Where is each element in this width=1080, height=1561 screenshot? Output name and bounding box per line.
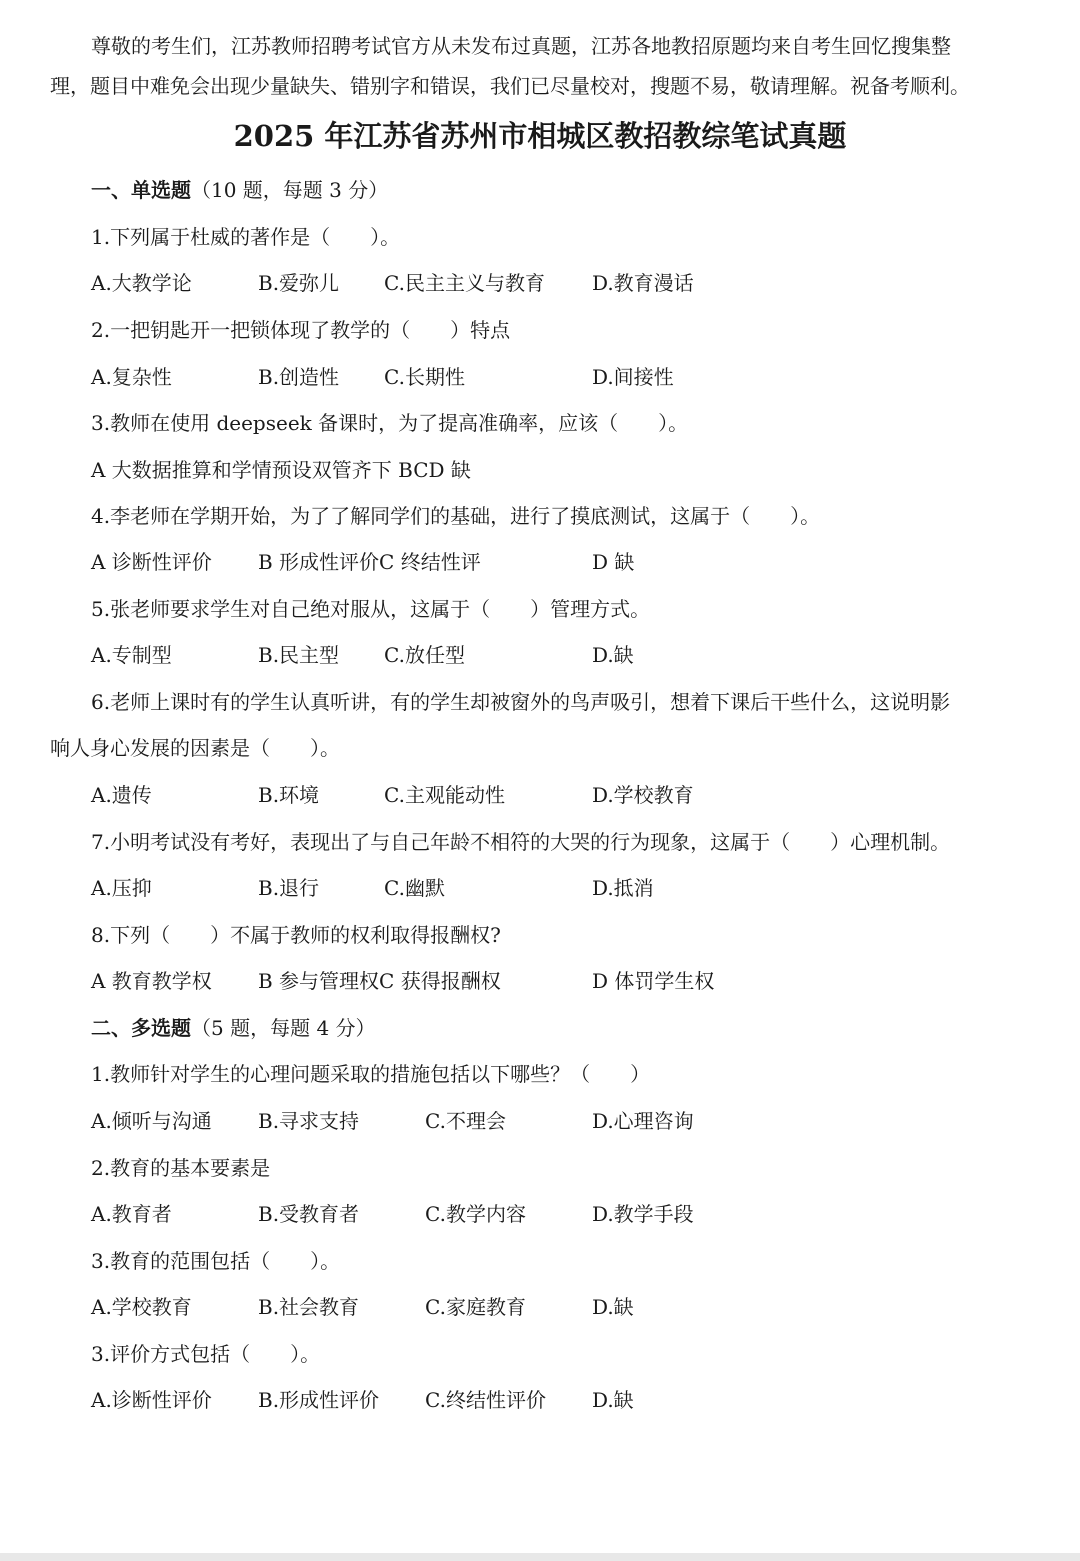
option: B.民主型: [258, 643, 340, 667]
option: B.形成性评价: [258, 1388, 380, 1412]
option: B 形成性评价C 终结性评: [258, 550, 481, 574]
option: A.教育者: [91, 1202, 172, 1226]
option: D.缺: [592, 1388, 634, 1412]
question: 3.评价方式包括（ ）。: [91, 1342, 321, 1366]
option: B.社会教育: [258, 1295, 360, 1319]
option: D.心理咨询: [592, 1109, 694, 1133]
option: C.不理会: [425, 1109, 506, 1133]
question: 1.教师针对学生的心理问题采取的措施包括以下哪些？（ ）: [91, 1062, 651, 1086]
option: C.教学内容: [425, 1202, 526, 1226]
option: C.长期性: [384, 365, 465, 389]
option: A.遗传: [91, 783, 152, 807]
option: A 教育教学权: [91, 969, 212, 993]
question: 7.小明考试没有考好，表现出了与自己年龄不相符的大哭的行为现象，这属于（ ）心理机制。: [91, 830, 951, 854]
question: 4.李老师在学期开始，为了了解同学们的基础，进行了摸底测试，这属于（ ）。: [91, 504, 821, 528]
section-1-title: 一、单选题: [91, 178, 191, 202]
option: C.民主主义与教育: [384, 271, 545, 295]
option: D 缺: [592, 550, 635, 574]
option: D.缺: [592, 1295, 634, 1319]
option: A.大教学论: [91, 271, 192, 295]
question: 2.教育的基本要素是: [91, 1156, 271, 1180]
option: B.退行: [258, 876, 320, 900]
option: B.受教育者: [258, 1202, 360, 1226]
question: 5.张老师要求学生对自己绝对服从，这属于（ ）管理方式。: [91, 597, 651, 621]
option: D 体罚学生权: [592, 969, 715, 993]
page-title: 2025 年江苏省苏州市相城区教招教综笔试真题: [233, 119, 847, 153]
option: D.间接性: [592, 365, 674, 389]
question: 1.下列属于杜威的著作是（ ）。: [91, 225, 401, 249]
option: B.爱弥儿: [258, 271, 340, 295]
question: 3.教育的范围包括（ ）。: [91, 1249, 341, 1273]
section-2-title: 二、多选题: [91, 1016, 191, 1040]
option: B 参与管理权C 获得报酬权: [258, 969, 501, 993]
question: 8.下列（ ）不属于教师的权利取得报酬权?: [91, 923, 501, 947]
question: 6.老师上课时有的学生认真听讲，有的学生却被窗外的鸟声吸引，想着下课后干些什么，这说明影: [91, 690, 951, 714]
option: A.专制型: [91, 643, 172, 667]
option: A.倾听与沟通: [91, 1109, 212, 1133]
option: B.环境: [258, 783, 320, 807]
option: C.放任型: [384, 643, 465, 667]
option: D.学校教育: [592, 783, 694, 807]
option: D.教学手段: [592, 1202, 694, 1226]
section-2-note: （5 题，每题 4 分）: [191, 1016, 376, 1040]
section-1-heading: [91, 177, 388, 203]
option: B.创造性: [258, 365, 340, 389]
option: A 大数据推算和学情预设双管齐下 BCD 缺: [91, 458, 471, 482]
option: D.抵消: [592, 876, 654, 900]
option: A.学校教育: [91, 1295, 192, 1319]
page-bottom-edge: [0, 1553, 1080, 1561]
option: A.诊断性评价: [91, 1388, 212, 1412]
option: C.幽默: [384, 876, 445, 900]
option: C.主观能动性: [384, 783, 505, 807]
option: B.寻求支持: [258, 1109, 360, 1133]
notice-line-2: 理，题目中难免会出现少量缺失、错别字和错误，我们已尽量校对，搜题不易，敬请理解。祝备考顺利。: [50, 74, 970, 98]
section-1-note: （10 题，每题 3 分）: [191, 178, 389, 202]
option: A 诊断性评价: [91, 550, 212, 574]
option: C.家庭教育: [425, 1295, 526, 1319]
question: 2.一把钥匙开一把锁体现了教学的（ ）特点: [91, 318, 511, 342]
question: 3.教师在使用 deepseek 备课时，为了提高准确率，应该（ ）。: [91, 411, 689, 435]
option: D.教育漫话: [592, 271, 694, 295]
option: D.缺: [592, 643, 634, 667]
option: C.终结性评价: [425, 1388, 546, 1412]
section-2-heading: [91, 1015, 376, 1041]
notice-line-1: 尊敬的考生们，江苏教师招聘考试官方从未发布过真题，江苏各地教招原题均来自考生回忆搜集整: [91, 34, 951, 58]
option: A.复杂性: [91, 365, 172, 389]
option: A.压抑: [91, 876, 152, 900]
question-continued: 响人身心发展的因素是（ ）。: [50, 736, 340, 760]
